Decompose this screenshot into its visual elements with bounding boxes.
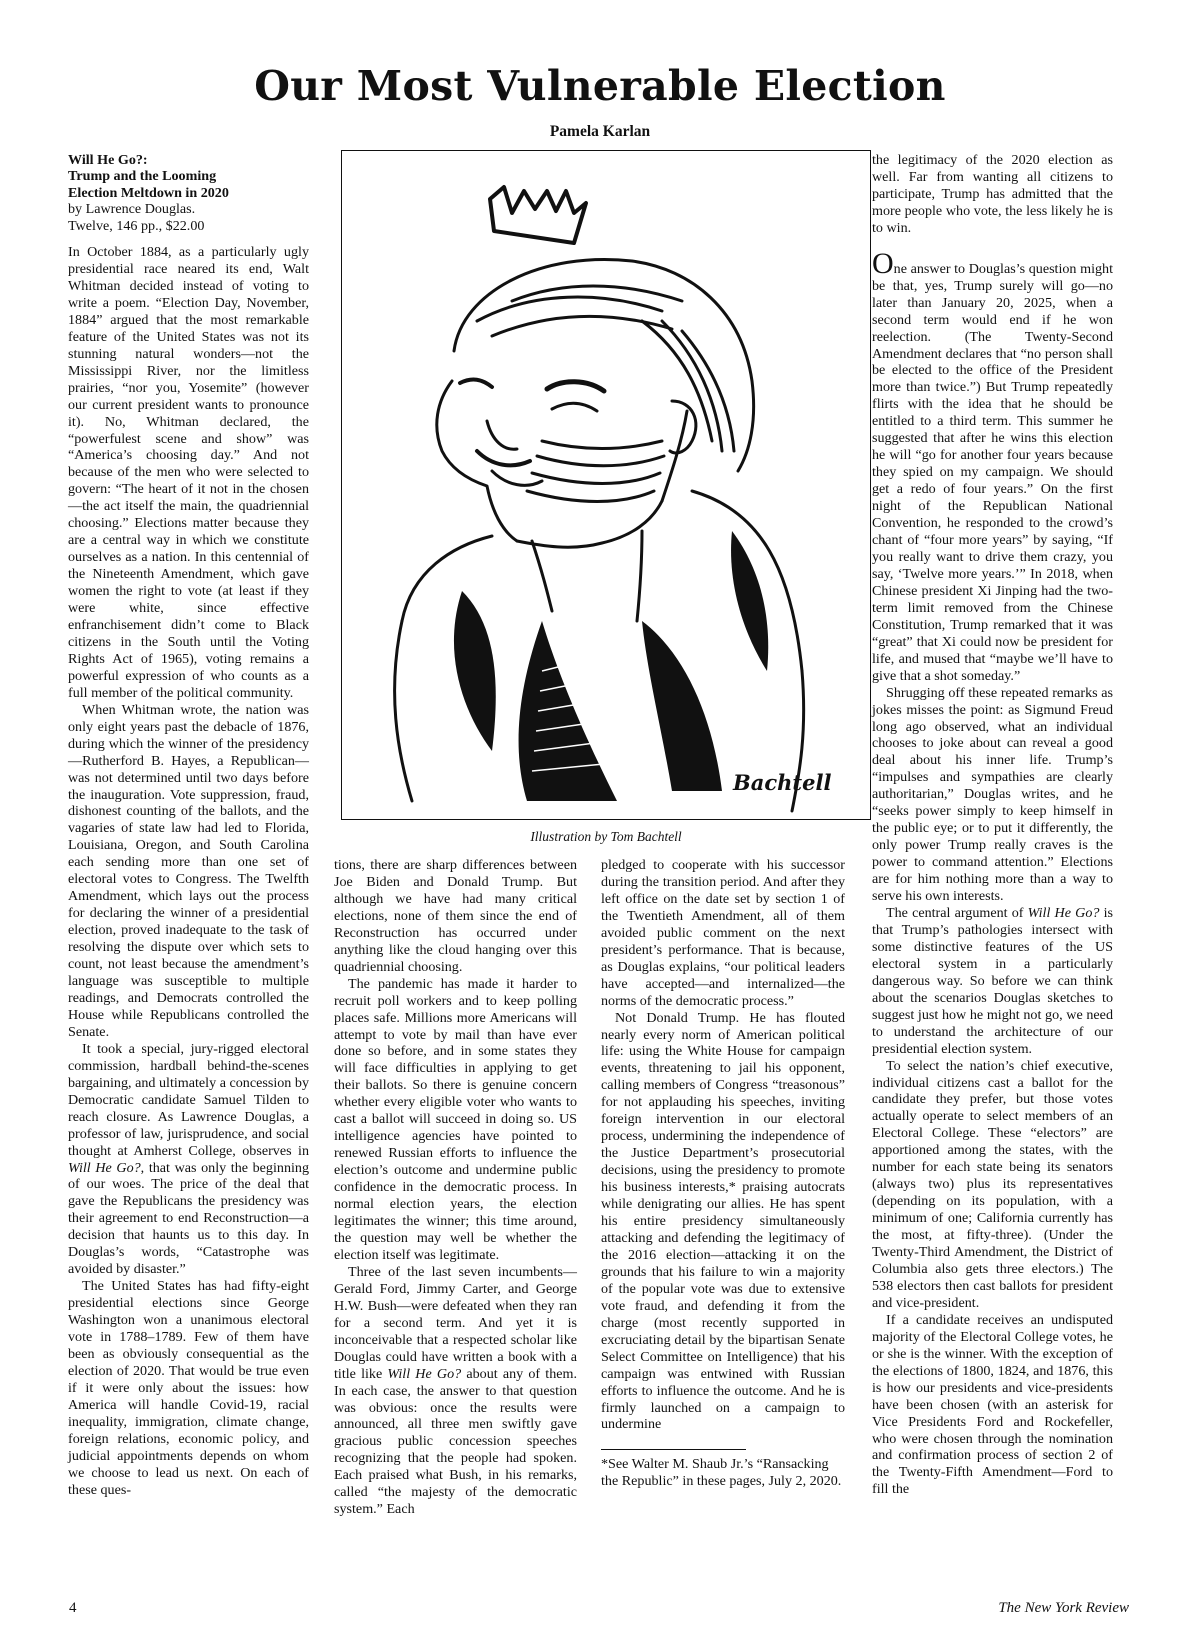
- paragraph: Three of the last seven incumbents—Gerald Ford, Jimmy Carter, and George H.W. Bush—were defeated when they ran for a second term. And yet it is inconceivable that a respected scholar like Douglas could have written a book with a title like Will He Go? about any of them. In each case, the answer to that question was obvious: once the results were announced, all three men swiftly gave gracious public concession speeches recognizing that the people had spoken. Each praised what Bush, in his remarks, called “the majesty of the democratic system.” Each: [334, 1263, 577, 1518]
- paragraph: Not Donald Trump. He has flouted nearly every norm of American political life: using the White House for campaign events, threatening to jail his opponent, calling members of Congress “treasonous” for not applauding his speeches, inviting foreign intervention in our electoral process, undermining the independence of the Justice Department’s prosecutorial decisions, using the presidency to promote his business interests,* praising autocrats while denigrating our allies. He has spent his entire presidency simultaneously attacking and defending the legitimacy of the 2016 election—attacking it on the grounds that his failure to win a majority of the popular vote was due to extensive vote fraud, and defending it from the charge (most recently supported in excruciating detail by the bipartisan Senate Select Committee on Intelligence) that his campaign was entwined with Russian efforts to influence the outcome. And he is firmly launched on a campaign to undermine: [601, 1009, 845, 1433]
- column-4: [872, 152, 1113, 1498]
- book-title-line-1: Will He Go?:: [68, 152, 148, 168]
- illustrator-signature: Bachtell: [733, 770, 832, 795]
- paragraph: The pandemic has made it harder to recruit poll workers and to keep polling places safe. Millions more Americans will attempt to vote by mail than have ever done so before, and in some states they will face difficulties in applying to get their ballots. So there is genuine concern whether every eligible voter who wants to cast a ballot will succeed in doing so. US intelligence agencies have pointed to renewed Russian efforts to influence the election’s outcome and undermine public confidence in the democratic process. In normal election years, the election legitimates the winner; this time around, the question may well be whether the election itself was legitimate.: [334, 975, 577, 1263]
- paragraph: It took a special, jury-rigged electoral commission, hardball behind-the-scenes bargaining, and ultimately a concession by Democratic candidate Samuel Tilden to reach closure. As Lawrence Douglas, a professor of law, jurisprudence, and social thought at Amherst College, observes in Will He Go?, that was only the beginning of our woes. The price of the deal that gave the Republicans the presidency was their agreement to end Reconstruction—a decision that haunts us to this day. In Douglas’s words, “Catastrophe was avoided by disaster.”: [68, 1040, 309, 1278]
- book-title-line-3: Election Meltdown in 2020: [68, 184, 229, 201]
- column-3: [601, 857, 845, 1490]
- column-2: [334, 857, 577, 1518]
- book-info: [68, 152, 309, 234]
- paragraph: When Whitman wrote, the nation was only eight years past the debacle of 1876, during which the winner of the presidency—Rutherford B. Hayes, a Republican—was not determined until two days before the inauguration. Vote suppression, fraud, dishonest counting of the ballots, and the vagaries of state law had led to Florida, Louisiana, Oregon, and South Carolina each sending more than one set of electoral votes to Congress. The Twelfth Amendment, which lays out the process for declaring the winner of a presidential election, proved inadequate to the task of resolving the dispute over which sets to count, not least because the amendment’s language was susceptible to multiple readings, and Democrats controlled the House while Republicans controlled the Senate.: [68, 701, 309, 1040]
- paragraph: The central argument of Will He Go? is that Trump’s pathologies intersect with some distinctive features of the US electoral system in a particularly dangerous way. So before we can think about the scenarios Douglas sketches to suggest just how he might not go, we need to understand the architecture of our presidential election system.: [872, 904, 1113, 1057]
- publication-name: The New York Review: [998, 1600, 1129, 1616]
- book-title-italic: Will He Go?: [68, 1159, 141, 1176]
- column-1: [68, 152, 309, 1499]
- paragraph: In October 1884, as a particularly ugly presidential race neared its end, Walt Whitman decided instead of voting to write a poem. “Election Day, November, 1884” argued that the most remarkable feature of the United States was not its stunning natural wonders—not the Mississippi River, nor the limitless prairies, “nor you, Yosemite” (however our current president wants to pronounce it). No, Whitman declared, the “powerfulest scene and show” was “America’s choosing day.” And not because of the men who were selected to govern: “The heart of it not in the chosen—the act itself the main, the quadriennial choosing.” Elections matter because they are a central way in which we constitute ourselves as a nation. In this centennial of the Nineteenth Amendment, which gave women the right to vote (at least if they were white, since effective enfranchisement didn’t come to Black citizens in the South until the Voting Rights Act of 1965), voting remains a powerful expression of who counts as a full member of the political community.: [68, 244, 309, 701]
- book-title-italic: Will He Go?: [387, 1365, 462, 1382]
- caricature-illustration: [342, 151, 869, 818]
- book-publisher: Twelve, 146 pp., $22.00: [68, 217, 205, 234]
- drop-cap: O: [872, 246, 894, 280]
- paragraph: tions, there are sharp differences between Joe Biden and Donald Trump. But although we have had many critical elections, none of them since the end of Reconstruction has occurred under anything like the cloud hanging over this quadriennial choosing.: [334, 857, 577, 975]
- paragraph: pledged to cooperate with his successor during the transition period. And after they left office on the date set by section 1 of the Twentieth Amendment, all of them avoided public comment on the next president’s performance. That is because, as Douglas explains, “our political leaders have accepted—and internalized—the norms of the democratic process.”: [601, 857, 845, 1009]
- article-title: Our Most Vulnerable Election: [254, 62, 946, 110]
- footnote-divider: [601, 1449, 746, 1450]
- book-title-line-2: Trump and the Looming: [68, 168, 217, 185]
- paragraph: The United States has had fifty-eight presidential elections since George Washington won a unanimous electoral vote in 1788–1789. Few of them have been as obviously consequential as the election of 2020. That would be true even if it were only about the issues: how America will handle Covid-19, racial inequality, immigration, climate change, foreign relations, economic policy, and judicial appointments depends on whom we choose to lead us next. On each of these ques-: [68, 1278, 309, 1498]
- paragraph: Shrugging off these repeated remarks as jokes misses the point: as Sigmund Freud long ago observed, what an individual chooses to joke about can reveal a good deal about his inner life. Trump’s “impulses and sympathies are clearly authoritarian,” Douglas writes, and he “seeks power simply to keep himself in the public eye; or to put it differently, the only power Trump really craves is the power to command attention.” Elections are for him nothing more than a way to serve his own interests.: [872, 684, 1113, 905]
- paragraph: If a candidate receives an undisputed majority of the Electoral College votes, he or she is the winner. With the exception of the elections of 1800, 1824, and 1876, this is how our presidents and vice-presidents have been chosen (with an asterisk for Vice Presidents Ford and Rockefeller, who were chosen through the nomination and confirmation process of section 2 of the Twenty-Fifth Amendment—Ford to fill the: [872, 1311, 1113, 1498]
- book-byline: by Lawrence Douglas.: [68, 201, 196, 218]
- paragraph: the legitimacy of the 2020 election as well. Far from wanting all citizens to participate, Trump has admitted that the more people who vote, the less likely he is to win.: [872, 152, 1113, 236]
- book-title-italic: Will He Go?: [1027, 904, 1100, 921]
- section-break: [872, 237, 1113, 254]
- paragraph: To select the nation’s chief executive, individual citizens cast a ballot for the candidate they prefer, but those votes actually operate to select members of an Electoral College. These “electors” are apportioned among the states, with the number for each state being its senators (always two) plus its representatives (depending on its population, with a minimum of one; California currently has the most, at fifty-three). (Under the Twenty-Third Amendment, the District of Columbia also gets three electors.) The 538 electors then cast ballots for president and vice-president.: [872, 1057, 1113, 1311]
- illustration-caption: Illustration by Tom Bachtell: [530, 829, 682, 844]
- illustration-frame: [341, 150, 871, 820]
- paragraph: One answer to Douglas’s question might be that, yes, Trump surely will go—no later than January 20, 2025, when a second term would end if he won reelection. (The Twenty-Second Amendment declares that “no person shall be elected to the office of the President more than twice.”) But Trump repeatedly flirts with the idea that he should be entitled to a third term. This summer he suggested that after he wins this election he will “go for another four years because they spied on my campaign. We should get a redo of four years.” On the first night of the Republican National Convention, he responded to the crowd’s chant of “four more years” by saying, “If you really want to drive them crazy, you say, ‘Twelve more years.’” In 2018, when Chinese president Xi Jinping had the two-term limit removed from the Chinese Constitution, Trump remarked that it was “great” that Xi could now be president for life, and mused that “maybe we’ll have to give that a shot someday.”: [872, 246, 1113, 684]
- page-number: 4: [69, 1600, 77, 1616]
- author-byline: Pamela Karlan: [549, 123, 651, 140]
- footnote: *See Walter M. Shaub Jr.’s “Ransacking the Republic” in these pages, July 2, 2020.: [601, 1456, 842, 1490]
